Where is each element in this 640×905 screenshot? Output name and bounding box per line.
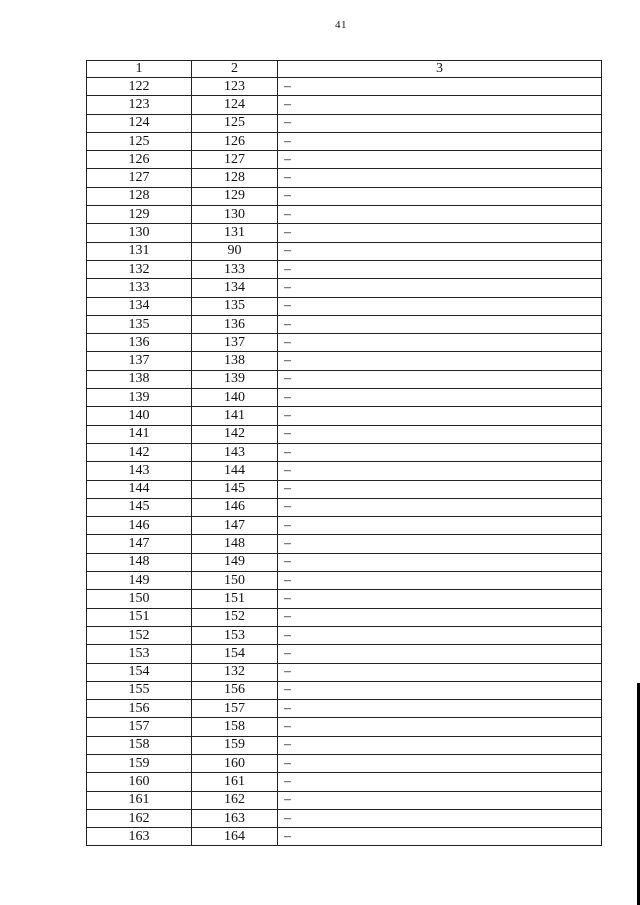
table-cell-col-3: – [278,206,602,224]
table-cell-col-2: 126 [192,132,278,150]
table-cell-col-2: 156 [192,681,278,699]
table-cell-col-1: 134 [87,297,192,315]
table-cell-col-1: 155 [87,681,192,699]
table-cell-col-2: 158 [192,718,278,736]
table-cell-col-3: – [278,773,602,791]
table-cell-col-3: – [278,498,602,516]
table-row [87,334,602,352]
table-cell-col-2: 123 [192,78,278,96]
table-cell-col-3: – [278,700,602,718]
table-cell-col-2: 139 [192,370,278,388]
table-cell-col-2: 150 [192,572,278,590]
table-cell-col-1: 137 [87,352,192,370]
table-cell-col-2: 127 [192,151,278,169]
table-cell-col-1: 141 [87,425,192,443]
table-cell-col-2: 140 [192,389,278,407]
table-row [87,498,602,516]
table-cell-col-3: – [278,663,602,681]
table-row [87,443,602,461]
table-cell-col-1: 147 [87,535,192,553]
table-cell-col-1: 161 [87,791,192,809]
table-cell-col-3: – [278,462,602,480]
table-cell-col-2: 125 [192,114,278,132]
table-cell-col-3: – [278,114,602,132]
table-cell-col-2: 151 [192,590,278,608]
table-cell-col-2: 141 [192,407,278,425]
table-row [87,96,602,114]
table-cell-col-1: 150 [87,590,192,608]
table-cell-col-1: 142 [87,443,192,461]
table-cell-col-3: – [278,279,602,297]
table-cell-col-3: – [278,443,602,461]
table-row [87,700,602,718]
table-row [87,535,602,553]
table-row [87,407,602,425]
table-cell-col-2: 135 [192,297,278,315]
table-cell-col-3: – [278,151,602,169]
table-cell-col-2: 142 [192,425,278,443]
table-cell-col-2: 124 [192,96,278,114]
table-cell-col-1: 152 [87,626,192,644]
table-cell-col-2: 129 [192,187,278,205]
table-row [87,279,602,297]
table-row [87,626,602,644]
table-cell-col-3: – [278,681,602,699]
table-cell-col-2: 152 [192,608,278,626]
table-row [87,132,602,150]
table-cell-col-2: 128 [192,169,278,187]
table-cell-col-3: – [278,334,602,352]
header-row [87,61,602,78]
table-row [87,169,602,187]
column-header-1: 1 [87,61,192,78]
table-cell-col-2: 160 [192,754,278,772]
table-cell-col-3: – [278,754,602,772]
table-cell-col-3: – [278,718,602,736]
data-table [86,60,602,846]
table-cell-col-3: – [278,425,602,443]
column-header-2: 2 [192,61,278,78]
table-cell-col-3: – [278,78,602,96]
table-cell-col-2: 133 [192,260,278,278]
table-cell-col-1: 156 [87,700,192,718]
table-cell-col-3: – [278,590,602,608]
table-cell-col-1: 125 [87,132,192,150]
table-cell-col-2: 147 [192,517,278,535]
table-row [87,736,602,754]
table-cell-col-1: 157 [87,718,192,736]
table-row [87,663,602,681]
table-cell-col-3: – [278,169,602,187]
table-cell-col-2: 146 [192,498,278,516]
table-cell-col-3: – [278,132,602,150]
table-row [87,260,602,278]
table-cell-col-1: 151 [87,608,192,626]
table-cell-col-2: 131 [192,224,278,242]
table-cell-col-2: 164 [192,828,278,846]
table-cell-col-1: 135 [87,315,192,333]
table-row [87,206,602,224]
table-row [87,608,602,626]
table-row [87,773,602,791]
table-cell-col-2: 132 [192,663,278,681]
table-cell-col-2: 159 [192,736,278,754]
table-cell-col-1: 143 [87,462,192,480]
table-cell-col-1: 159 [87,754,192,772]
table-cell-col-3: – [278,224,602,242]
table-cell-col-3: – [278,315,602,333]
table-cell-col-3: – [278,572,602,590]
table-row [87,645,602,663]
table-cell-col-1: 122 [87,78,192,96]
table-row [87,480,602,498]
table-cell-col-1: 144 [87,480,192,498]
table-row [87,681,602,699]
table-cell-col-1: 136 [87,334,192,352]
table-cell-col-1: 149 [87,572,192,590]
table-cell-col-1: 130 [87,224,192,242]
table-row [87,224,602,242]
table-cell-col-3: – [278,407,602,425]
table-cell-col-3: – [278,389,602,407]
table-cell-col-1: 124 [87,114,192,132]
table-cell-col-3: – [278,608,602,626]
table-cell-col-2: 149 [192,553,278,571]
table-cell-col-1: 153 [87,645,192,663]
table-cell-col-2: 137 [192,334,278,352]
table-cell-col-1: 139 [87,389,192,407]
table-cell-col-1: 154 [87,663,192,681]
table-cell-col-3: – [278,260,602,278]
table-cell-col-2: 145 [192,480,278,498]
table-row [87,828,602,846]
table-cell-col-1: 138 [87,370,192,388]
table-row [87,315,602,333]
table-row [87,462,602,480]
table-cell-col-3: – [278,517,602,535]
table-row [87,352,602,370]
table-row [87,370,602,388]
table-row [87,425,602,443]
table-cell-col-3: – [278,297,602,315]
table-row [87,572,602,590]
table-cell-col-3: – [278,809,602,827]
table-cell-col-3: – [278,553,602,571]
table-row [87,791,602,809]
table-cell-col-1: 158 [87,736,192,754]
table-cell-col-3: – [278,96,602,114]
table-cell-col-3: – [278,626,602,644]
table-row [87,389,602,407]
table-row [87,754,602,772]
table-row [87,114,602,132]
page-number: 41 [335,19,347,31]
table-row [87,78,602,96]
table-cell-col-3: – [278,535,602,553]
table-cell-col-1: 140 [87,407,192,425]
table-cell-col-2: 161 [192,773,278,791]
table-cell-col-2: 148 [192,535,278,553]
table-cell-col-2: 157 [192,700,278,718]
table-cell-col-1: 123 [87,96,192,114]
table-row [87,809,602,827]
table-cell-col-3: – [278,370,602,388]
table-row [87,187,602,205]
table-cell-col-2: 138 [192,352,278,370]
table-row [87,151,602,169]
table-cell-col-3: – [278,791,602,809]
table-cell-col-1: 145 [87,498,192,516]
table-row [87,553,602,571]
table-cell-col-2: 162 [192,791,278,809]
table-cell-col-1: 146 [87,517,192,535]
table-header [87,61,602,78]
table-cell-col-1: 128 [87,187,192,205]
table-cell-col-1: 127 [87,169,192,187]
table-cell-col-1: 148 [87,553,192,571]
table-body [87,78,602,846]
table-cell-col-1: 162 [87,809,192,827]
table-cell-col-3: – [278,828,602,846]
table-cell-col-1: 132 [87,260,192,278]
column-header-3: 3 [278,61,602,78]
table-cell-col-1: 129 [87,206,192,224]
table-cell-col-2: 136 [192,315,278,333]
table-cell-col-2: 154 [192,645,278,663]
table-cell-col-1: 126 [87,151,192,169]
table-cell-col-1: 160 [87,773,192,791]
table-cell-col-3: – [278,352,602,370]
table-row [87,517,602,535]
table-cell-col-1: 133 [87,279,192,297]
table-row [87,242,602,260]
table-cell-col-3: – [278,480,602,498]
table-cell-col-2: 143 [192,443,278,461]
table-row [87,297,602,315]
table-cell-col-1: 131 [87,242,192,260]
table-row [87,590,602,608]
table-cell-col-1: 163 [87,828,192,846]
table-cell-col-2: 163 [192,809,278,827]
table-cell-col-3: – [278,242,602,260]
table-cell-col-3: – [278,736,602,754]
table-cell-col-2: 130 [192,206,278,224]
table-row [87,718,602,736]
table-cell-col-2: 90 [192,242,278,260]
table-cell-col-3: – [278,645,602,663]
table-cell-col-2: 134 [192,279,278,297]
table-cell-col-2: 144 [192,462,278,480]
table-cell-col-2: 153 [192,626,278,644]
table-cell-col-3: – [278,187,602,205]
